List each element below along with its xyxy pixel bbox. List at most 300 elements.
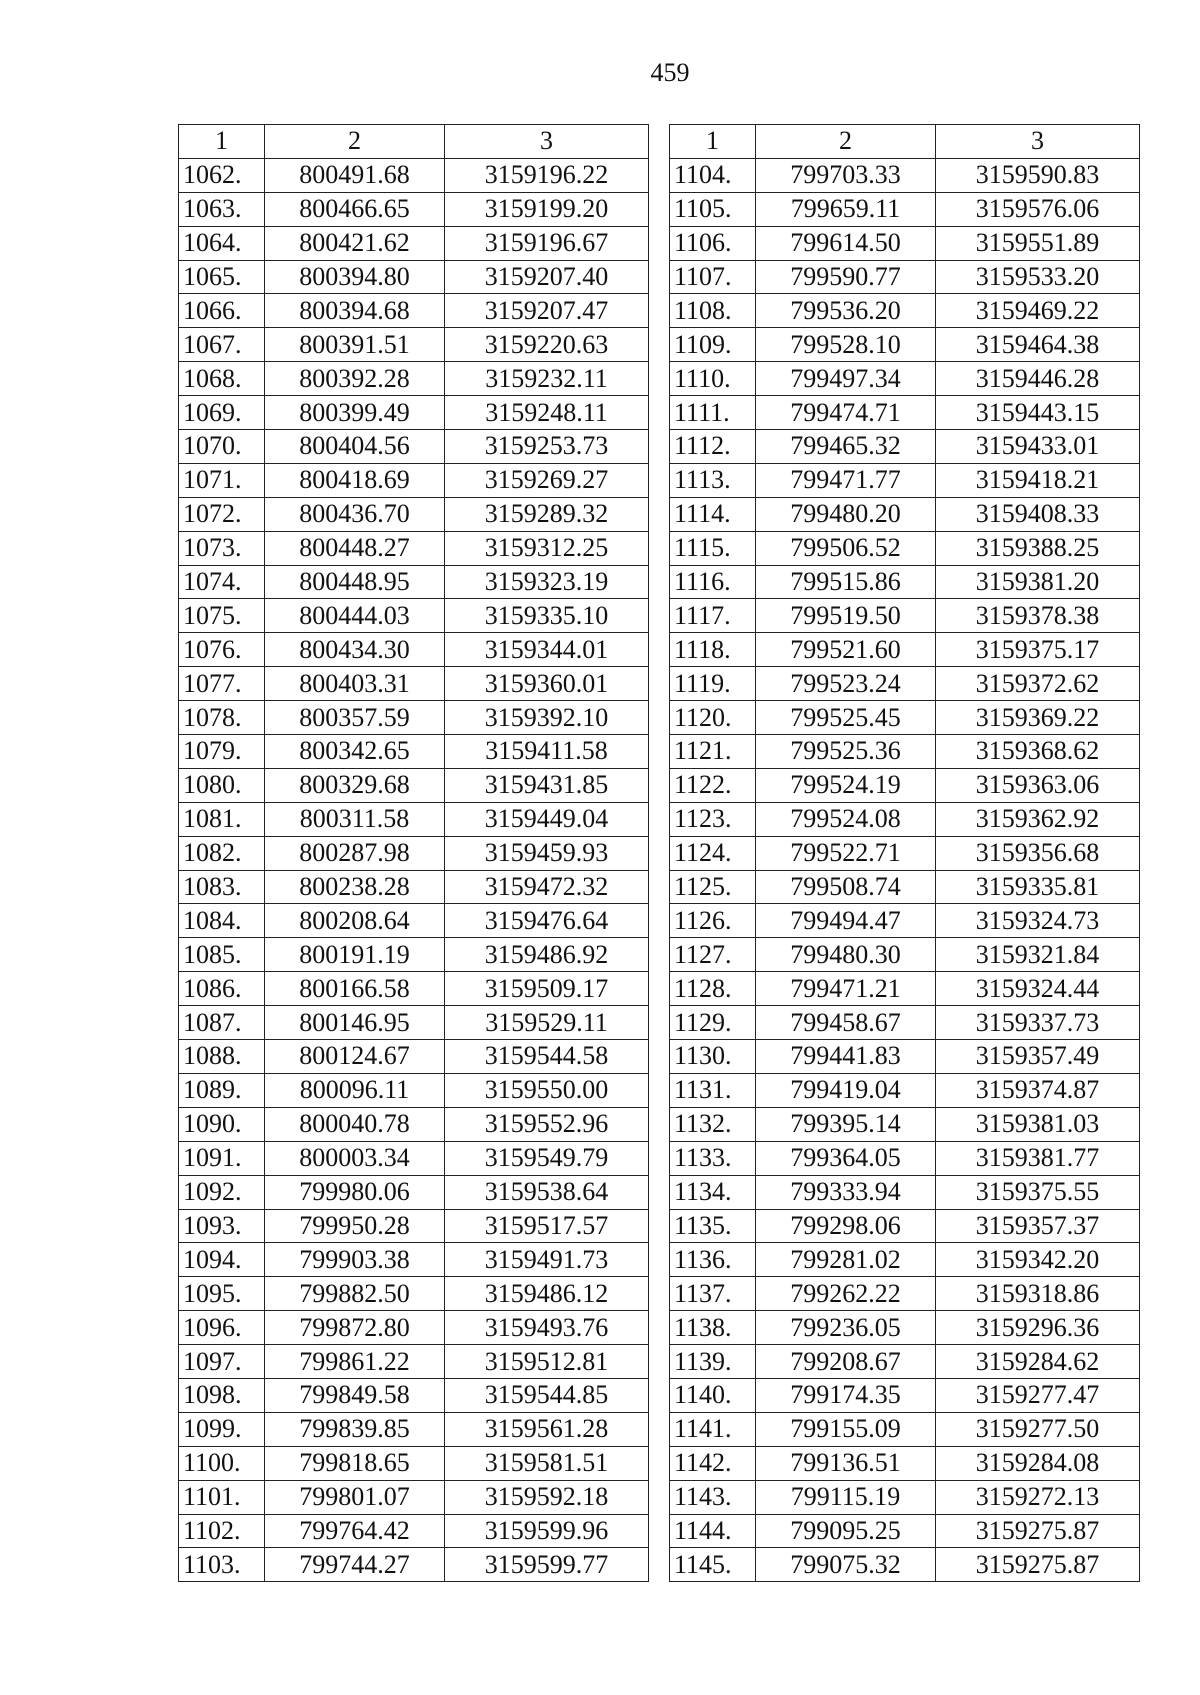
table-row bbox=[179, 192, 649, 226]
table-row bbox=[179, 667, 649, 701]
point-number-cell: 1063. bbox=[179, 192, 265, 226]
coordinate-y-cell: 3159232.11 bbox=[445, 362, 649, 396]
table-row bbox=[670, 531, 1140, 565]
point-number-cell: 1072. bbox=[179, 497, 265, 531]
coordinate-y-cell: 3159544.85 bbox=[445, 1378, 649, 1412]
point-number-cell: 1068. bbox=[179, 362, 265, 396]
coordinate-x-cell: 799536.20 bbox=[756, 294, 936, 328]
coordinate-x-cell: 800208.64 bbox=[265, 904, 445, 938]
coordinate-x-cell: 799095.25 bbox=[756, 1514, 936, 1548]
table-row bbox=[670, 1514, 1140, 1548]
table-row bbox=[179, 1175, 649, 1209]
coordinate-y-cell: 3159599.96 bbox=[445, 1514, 649, 1548]
coordinate-y-cell: 3159196.22 bbox=[445, 158, 649, 192]
point-number-cell: 1091. bbox=[179, 1141, 265, 1175]
point-number-cell: 1144. bbox=[670, 1514, 756, 1548]
coordinate-x-cell: 799480.20 bbox=[756, 497, 936, 531]
point-number-cell: 1096. bbox=[179, 1311, 265, 1345]
table-row bbox=[179, 1446, 649, 1480]
table-row bbox=[179, 1006, 649, 1040]
table-row bbox=[179, 1378, 649, 1412]
coordinate-y-cell: 3159335.10 bbox=[445, 599, 649, 633]
coordinate-y-cell: 3159446.28 bbox=[936, 362, 1140, 396]
coordinate-x-cell: 799903.38 bbox=[265, 1243, 445, 1277]
coordinate-y-cell: 3159372.62 bbox=[936, 667, 1140, 701]
point-number-cell: 1133. bbox=[670, 1141, 756, 1175]
coordinate-y-cell: 3159368.62 bbox=[936, 735, 1140, 769]
column-header: 2 bbox=[265, 125, 445, 159]
table-row bbox=[670, 1480, 1140, 1514]
table-row bbox=[670, 362, 1140, 396]
coordinate-y-cell: 3159360.01 bbox=[445, 667, 649, 701]
table-row bbox=[670, 260, 1140, 294]
coordinate-x-cell: 799523.24 bbox=[756, 667, 936, 701]
point-number-cell: 1076. bbox=[179, 633, 265, 667]
table-row bbox=[670, 396, 1140, 430]
table-row bbox=[179, 1209, 649, 1243]
coordinate-y-cell: 3159289.32 bbox=[445, 497, 649, 531]
coordinate-x-cell: 799441.83 bbox=[756, 1040, 936, 1074]
coordinate-y-cell: 3159196.67 bbox=[445, 226, 649, 260]
coordinate-y-cell: 3159509.17 bbox=[445, 972, 649, 1006]
table-row bbox=[670, 1141, 1140, 1175]
coordinate-y-cell: 3159581.51 bbox=[445, 1446, 649, 1480]
coordinate-x-cell: 800466.65 bbox=[265, 192, 445, 226]
coordinate-x-cell: 800421.62 bbox=[265, 226, 445, 260]
coordinate-y-cell: 3159486.12 bbox=[445, 1277, 649, 1311]
coordinate-y-cell: 3159357.49 bbox=[936, 1040, 1140, 1074]
coordinate-y-cell: 3159512.81 bbox=[445, 1345, 649, 1379]
table-row bbox=[179, 972, 649, 1006]
coordinate-y-cell: 3159408.33 bbox=[936, 497, 1140, 531]
point-number-cell: 1115. bbox=[670, 531, 756, 565]
point-number-cell: 1066. bbox=[179, 294, 265, 328]
point-number-cell: 1104. bbox=[670, 158, 756, 192]
table-row bbox=[670, 836, 1140, 870]
table-row bbox=[179, 802, 649, 836]
coordinate-y-cell: 3159375.55 bbox=[936, 1175, 1140, 1209]
point-number-cell: 1113. bbox=[670, 463, 756, 497]
coordinate-x-cell: 799471.21 bbox=[756, 972, 936, 1006]
table-row bbox=[179, 158, 649, 192]
table-row bbox=[179, 328, 649, 362]
point-number-cell: 1125. bbox=[670, 870, 756, 904]
point-number-cell: 1134. bbox=[670, 1175, 756, 1209]
table-row bbox=[179, 701, 649, 735]
table-row bbox=[670, 463, 1140, 497]
coordinate-x-cell: 799155.09 bbox=[756, 1412, 936, 1446]
coordinate-y-cell: 3159312.25 bbox=[445, 531, 649, 565]
point-number-cell: 1114. bbox=[670, 497, 756, 531]
table-row bbox=[179, 768, 649, 802]
point-number-cell: 1123. bbox=[670, 802, 756, 836]
point-number-cell: 1082. bbox=[179, 836, 265, 870]
point-number-cell: 1118. bbox=[670, 633, 756, 667]
table-row bbox=[179, 735, 649, 769]
coordinate-x-cell: 799465.32 bbox=[756, 430, 936, 464]
point-number-cell: 1098. bbox=[179, 1378, 265, 1412]
table-row bbox=[179, 1548, 649, 1582]
coordinate-y-cell: 3159411.58 bbox=[445, 735, 649, 769]
point-number-cell: 1138. bbox=[670, 1311, 756, 1345]
point-number-cell: 1105. bbox=[670, 192, 756, 226]
coordinate-x-cell: 799525.36 bbox=[756, 735, 936, 769]
coordinate-x-cell: 799659.11 bbox=[756, 192, 936, 226]
table-row bbox=[179, 1345, 649, 1379]
point-number-cell: 1102. bbox=[179, 1514, 265, 1548]
coordinate-x-cell: 799521.60 bbox=[756, 633, 936, 667]
table-row bbox=[670, 735, 1140, 769]
table-row bbox=[670, 1175, 1140, 1209]
coordinate-y-cell: 3159464.38 bbox=[936, 328, 1140, 362]
coordinate-y-cell: 3159544.58 bbox=[445, 1040, 649, 1074]
coordinate-x-cell: 799506.52 bbox=[756, 531, 936, 565]
table-row bbox=[670, 430, 1140, 464]
coordinate-x-cell: 800418.69 bbox=[265, 463, 445, 497]
coordinate-y-cell: 3159220.63 bbox=[445, 328, 649, 362]
coordinate-x-cell: 799519.50 bbox=[756, 599, 936, 633]
coordinate-y-cell: 3159337.73 bbox=[936, 1006, 1140, 1040]
coordinate-x-cell: 799801.07 bbox=[265, 1480, 445, 1514]
coordinate-x-cell: 800003.34 bbox=[265, 1141, 445, 1175]
table-row bbox=[670, 870, 1140, 904]
coordinate-y-cell: 3159323.19 bbox=[445, 565, 649, 599]
coordinate-y-cell: 3159269.27 bbox=[445, 463, 649, 497]
coordinate-x-cell: 799281.02 bbox=[756, 1243, 936, 1277]
table-row bbox=[670, 1548, 1140, 1582]
coordinate-x-cell: 800448.27 bbox=[265, 531, 445, 565]
table-row bbox=[670, 1243, 1140, 1277]
coordinate-x-cell: 799508.74 bbox=[756, 870, 936, 904]
coordinate-y-cell: 3159549.79 bbox=[445, 1141, 649, 1175]
point-number-cell: 1075. bbox=[179, 599, 265, 633]
coordinate-x-cell: 799614.50 bbox=[756, 226, 936, 260]
point-number-cell: 1111. bbox=[670, 396, 756, 430]
point-number-cell: 1122. bbox=[670, 768, 756, 802]
point-number-cell: 1140. bbox=[670, 1378, 756, 1412]
point-number-cell: 1139. bbox=[670, 1345, 756, 1379]
point-number-cell: 1110. bbox=[670, 362, 756, 396]
table-row bbox=[179, 633, 649, 667]
table-row bbox=[670, 1378, 1140, 1412]
point-number-cell: 1121. bbox=[670, 735, 756, 769]
coordinate-y-cell: 3159529.11 bbox=[445, 1006, 649, 1040]
coordinate-y-cell: 3159533.20 bbox=[936, 260, 1140, 294]
point-number-cell: 1084. bbox=[179, 904, 265, 938]
coordinate-y-cell: 3159576.06 bbox=[936, 192, 1140, 226]
coordinate-x-cell: 800096.11 bbox=[265, 1073, 445, 1107]
coordinate-x-cell: 799861.22 bbox=[265, 1345, 445, 1379]
coordinate-y-cell: 3159443.15 bbox=[936, 396, 1140, 430]
coordinate-x-cell: 799980.06 bbox=[265, 1175, 445, 1209]
table-row bbox=[179, 599, 649, 633]
point-number-cell: 1124. bbox=[670, 836, 756, 870]
coordinate-x-cell: 800392.28 bbox=[265, 362, 445, 396]
coordinate-y-cell: 3159418.21 bbox=[936, 463, 1140, 497]
coordinate-y-cell: 3159551.89 bbox=[936, 226, 1140, 260]
table-row bbox=[179, 938, 649, 972]
point-number-cell: 1095. bbox=[179, 1277, 265, 1311]
coordinate-x-cell: 800329.68 bbox=[265, 768, 445, 802]
point-number-cell: 1097. bbox=[179, 1345, 265, 1379]
table-row bbox=[179, 1277, 649, 1311]
point-number-cell: 1070. bbox=[179, 430, 265, 464]
table-row bbox=[670, 768, 1140, 802]
coordinate-y-cell: 3159335.81 bbox=[936, 870, 1140, 904]
coordinate-y-cell: 3159277.50 bbox=[936, 1412, 1140, 1446]
point-number-cell: 1109. bbox=[670, 328, 756, 362]
coordinates-table-right bbox=[669, 124, 1140, 1582]
point-number-cell: 1132. bbox=[670, 1107, 756, 1141]
coordinate-x-cell: 799395.14 bbox=[756, 1107, 936, 1141]
point-number-cell: 1074. bbox=[179, 565, 265, 599]
table-row bbox=[670, 1311, 1140, 1345]
point-number-cell: 1117. bbox=[670, 599, 756, 633]
coordinate-y-cell: 3159381.03 bbox=[936, 1107, 1140, 1141]
coordinate-x-cell: 799524.19 bbox=[756, 768, 936, 802]
coordinate-y-cell: 3159472.32 bbox=[445, 870, 649, 904]
coordinate-x-cell: 800191.19 bbox=[265, 938, 445, 972]
point-number-cell: 1064. bbox=[179, 226, 265, 260]
table-row bbox=[670, 226, 1140, 260]
coordinate-y-cell: 3159296.36 bbox=[936, 1311, 1140, 1345]
table-row bbox=[670, 802, 1140, 836]
coordinate-y-cell: 3159538.64 bbox=[445, 1175, 649, 1209]
point-number-cell: 1085. bbox=[179, 938, 265, 972]
table-row bbox=[179, 1141, 649, 1175]
coordinate-x-cell: 799419.04 bbox=[756, 1073, 936, 1107]
point-number-cell: 1079. bbox=[179, 735, 265, 769]
coordinate-x-cell: 800436.70 bbox=[265, 497, 445, 531]
coordinates-table-left bbox=[178, 124, 649, 1582]
coordinate-y-cell: 3159324.73 bbox=[936, 904, 1140, 938]
point-number-cell: 1136. bbox=[670, 1243, 756, 1277]
coordinate-y-cell: 3159550.00 bbox=[445, 1073, 649, 1107]
point-number-cell: 1083. bbox=[179, 870, 265, 904]
point-number-cell: 1062. bbox=[179, 158, 265, 192]
coordinate-x-cell: 799849.58 bbox=[265, 1378, 445, 1412]
table-row bbox=[670, 1073, 1140, 1107]
coordinate-x-cell: 800357.59 bbox=[265, 701, 445, 735]
coordinate-y-cell: 3159491.73 bbox=[445, 1243, 649, 1277]
table-row bbox=[179, 1073, 649, 1107]
coordinate-x-cell: 799364.05 bbox=[756, 1141, 936, 1175]
point-number-cell: 1130. bbox=[670, 1040, 756, 1074]
table-row bbox=[670, 1345, 1140, 1379]
point-number-cell: 1112. bbox=[670, 430, 756, 464]
point-number-cell: 1107. bbox=[670, 260, 756, 294]
point-number-cell: 1127. bbox=[670, 938, 756, 972]
table-row bbox=[179, 396, 649, 430]
coordinate-x-cell: 800146.95 bbox=[265, 1006, 445, 1040]
coordinate-y-cell: 3159517.57 bbox=[445, 1209, 649, 1243]
point-number-cell: 1093. bbox=[179, 1209, 265, 1243]
coordinate-x-cell: 800403.31 bbox=[265, 667, 445, 701]
coordinate-y-cell: 3159356.68 bbox=[936, 836, 1140, 870]
point-number-cell: 1087. bbox=[179, 1006, 265, 1040]
coordinate-y-cell: 3159207.40 bbox=[445, 260, 649, 294]
coordinate-y-cell: 3159476.64 bbox=[445, 904, 649, 938]
table-row bbox=[670, 1277, 1140, 1311]
coordinate-x-cell: 799744.27 bbox=[265, 1548, 445, 1582]
coordinate-y-cell: 3159357.37 bbox=[936, 1209, 1140, 1243]
coordinate-y-cell: 3159324.44 bbox=[936, 972, 1140, 1006]
point-number-cell: 1077. bbox=[179, 667, 265, 701]
page-number: 459 bbox=[650, 58, 690, 87]
coordinate-y-cell: 3159433.01 bbox=[936, 430, 1140, 464]
point-number-cell: 1135. bbox=[670, 1209, 756, 1243]
coordinate-x-cell: 799236.05 bbox=[756, 1311, 936, 1345]
coordinate-y-cell: 3159552.96 bbox=[445, 1107, 649, 1141]
coordinate-y-cell: 3159318.86 bbox=[936, 1277, 1140, 1311]
coordinate-y-cell: 3159253.73 bbox=[445, 430, 649, 464]
coordinate-y-cell: 3159493.76 bbox=[445, 1311, 649, 1345]
coordinate-x-cell: 799764.42 bbox=[265, 1514, 445, 1548]
coordinate-x-cell: 800166.58 bbox=[265, 972, 445, 1006]
coordinate-x-cell: 800491.68 bbox=[265, 158, 445, 192]
point-number-cell: 1129. bbox=[670, 1006, 756, 1040]
point-number-cell: 1089. bbox=[179, 1073, 265, 1107]
point-number-cell: 1137. bbox=[670, 1277, 756, 1311]
table-row bbox=[179, 463, 649, 497]
point-number-cell: 1073. bbox=[179, 531, 265, 565]
table-row bbox=[179, 1107, 649, 1141]
coordinate-x-cell: 799208.67 bbox=[756, 1345, 936, 1379]
coordinate-x-cell: 799882.50 bbox=[265, 1277, 445, 1311]
point-number-cell: 1094. bbox=[179, 1243, 265, 1277]
point-number-cell: 1090. bbox=[179, 1107, 265, 1141]
coordinate-x-cell: 800394.68 bbox=[265, 294, 445, 328]
point-number-cell: 1065. bbox=[179, 260, 265, 294]
table-row bbox=[670, 1209, 1140, 1243]
coordinate-x-cell: 799494.47 bbox=[756, 904, 936, 938]
table-row bbox=[179, 1243, 649, 1277]
coordinate-y-cell: 3159272.13 bbox=[936, 1480, 1140, 1514]
coordinate-y-cell: 3159275.87 bbox=[936, 1514, 1140, 1548]
table-row bbox=[670, 294, 1140, 328]
coordinate-x-cell: 799524.08 bbox=[756, 802, 936, 836]
coordinate-y-cell: 3159590.83 bbox=[936, 158, 1140, 192]
coordinate-y-cell: 3159388.25 bbox=[936, 531, 1140, 565]
point-number-cell: 1081. bbox=[179, 802, 265, 836]
table-row bbox=[670, 938, 1140, 972]
table-row bbox=[670, 972, 1140, 1006]
point-number-cell: 1071. bbox=[179, 463, 265, 497]
coordinate-y-cell: 3159248.11 bbox=[445, 396, 649, 430]
table-row bbox=[670, 565, 1140, 599]
point-number-cell: 1116. bbox=[670, 565, 756, 599]
coordinate-y-cell: 3159392.10 bbox=[445, 701, 649, 735]
table-row bbox=[179, 1040, 649, 1074]
coordinate-x-cell: 799458.67 bbox=[756, 1006, 936, 1040]
point-number-cell: 1141. bbox=[670, 1412, 756, 1446]
coordinate-y-cell: 3159378.38 bbox=[936, 599, 1140, 633]
point-number-cell: 1108. bbox=[670, 294, 756, 328]
table-row bbox=[179, 294, 649, 328]
coordinate-y-cell: 3159344.01 bbox=[445, 633, 649, 667]
table-row bbox=[670, 328, 1140, 362]
coordinate-x-cell: 799839.85 bbox=[265, 1412, 445, 1446]
point-number-cell: 1143. bbox=[670, 1480, 756, 1514]
coordinate-x-cell: 799480.30 bbox=[756, 938, 936, 972]
coordinate-y-cell: 3159275.87 bbox=[936, 1548, 1140, 1582]
point-number-cell: 1067. bbox=[179, 328, 265, 362]
table-row bbox=[670, 1040, 1140, 1074]
point-number-cell: 1119. bbox=[670, 667, 756, 701]
point-number-cell: 1131. bbox=[670, 1073, 756, 1107]
coordinate-y-cell: 3159362.92 bbox=[936, 802, 1140, 836]
point-number-cell: 1101. bbox=[179, 1480, 265, 1514]
coordinate-x-cell: 799471.77 bbox=[756, 463, 936, 497]
table-header-row bbox=[179, 125, 649, 159]
column-header: 1 bbox=[670, 125, 756, 159]
coordinate-x-cell: 800434.30 bbox=[265, 633, 445, 667]
coordinate-x-cell: 800124.67 bbox=[265, 1040, 445, 1074]
coordinate-x-cell: 799262.22 bbox=[756, 1277, 936, 1311]
table-row bbox=[670, 599, 1140, 633]
point-number-cell: 1078. bbox=[179, 701, 265, 735]
coordinate-x-cell: 799174.35 bbox=[756, 1378, 936, 1412]
table-row bbox=[670, 701, 1140, 735]
coordinate-y-cell: 3159381.77 bbox=[936, 1141, 1140, 1175]
point-number-cell: 1126. bbox=[670, 904, 756, 938]
coordinate-x-cell: 799590.77 bbox=[756, 260, 936, 294]
coordinate-y-cell: 3159469.22 bbox=[936, 294, 1140, 328]
table-row bbox=[670, 192, 1140, 226]
coordinate-y-cell: 3159486.92 bbox=[445, 938, 649, 972]
table-row bbox=[179, 904, 649, 938]
coordinate-y-cell: 3159375.17 bbox=[936, 633, 1140, 667]
coordinate-x-cell: 800404.56 bbox=[265, 430, 445, 464]
table-row bbox=[179, 836, 649, 870]
table-row bbox=[179, 870, 649, 904]
column-header: 1 bbox=[179, 125, 265, 159]
coordinate-x-cell: 799298.06 bbox=[756, 1209, 936, 1243]
point-number-cell: 1128. bbox=[670, 972, 756, 1006]
table-row bbox=[179, 1514, 649, 1548]
table-row bbox=[670, 667, 1140, 701]
coordinate-y-cell: 3159363.06 bbox=[936, 768, 1140, 802]
column-header: 3 bbox=[445, 125, 649, 159]
coordinate-x-cell: 800287.98 bbox=[265, 836, 445, 870]
point-number-cell: 1120. bbox=[670, 701, 756, 735]
point-number-cell: 1106. bbox=[670, 226, 756, 260]
point-number-cell: 1099. bbox=[179, 1412, 265, 1446]
table-row bbox=[670, 633, 1140, 667]
coordinate-y-cell: 3159592.18 bbox=[445, 1480, 649, 1514]
table-row bbox=[179, 362, 649, 396]
point-number-cell: 1145. bbox=[670, 1548, 756, 1582]
table-row bbox=[670, 1446, 1140, 1480]
coordinate-x-cell: 800448.95 bbox=[265, 565, 445, 599]
coordinate-x-cell: 799818.65 bbox=[265, 1446, 445, 1480]
coordinate-x-cell: 800040.78 bbox=[265, 1107, 445, 1141]
coordinate-y-cell: 3159599.77 bbox=[445, 1548, 649, 1582]
table-row bbox=[179, 1412, 649, 1446]
table-row bbox=[670, 1412, 1140, 1446]
point-number-cell: 1100. bbox=[179, 1446, 265, 1480]
column-header: 2 bbox=[756, 125, 936, 159]
coordinate-x-cell: 799525.45 bbox=[756, 701, 936, 735]
point-number-cell: 1142. bbox=[670, 1446, 756, 1480]
coordinate-y-cell: 3159561.28 bbox=[445, 1412, 649, 1446]
table-row bbox=[179, 531, 649, 565]
coordinate-x-cell: 799497.34 bbox=[756, 362, 936, 396]
coordinate-y-cell: 3159459.93 bbox=[445, 836, 649, 870]
coordinate-y-cell: 3159284.62 bbox=[936, 1345, 1140, 1379]
table-row bbox=[179, 260, 649, 294]
table-row bbox=[179, 1311, 649, 1345]
